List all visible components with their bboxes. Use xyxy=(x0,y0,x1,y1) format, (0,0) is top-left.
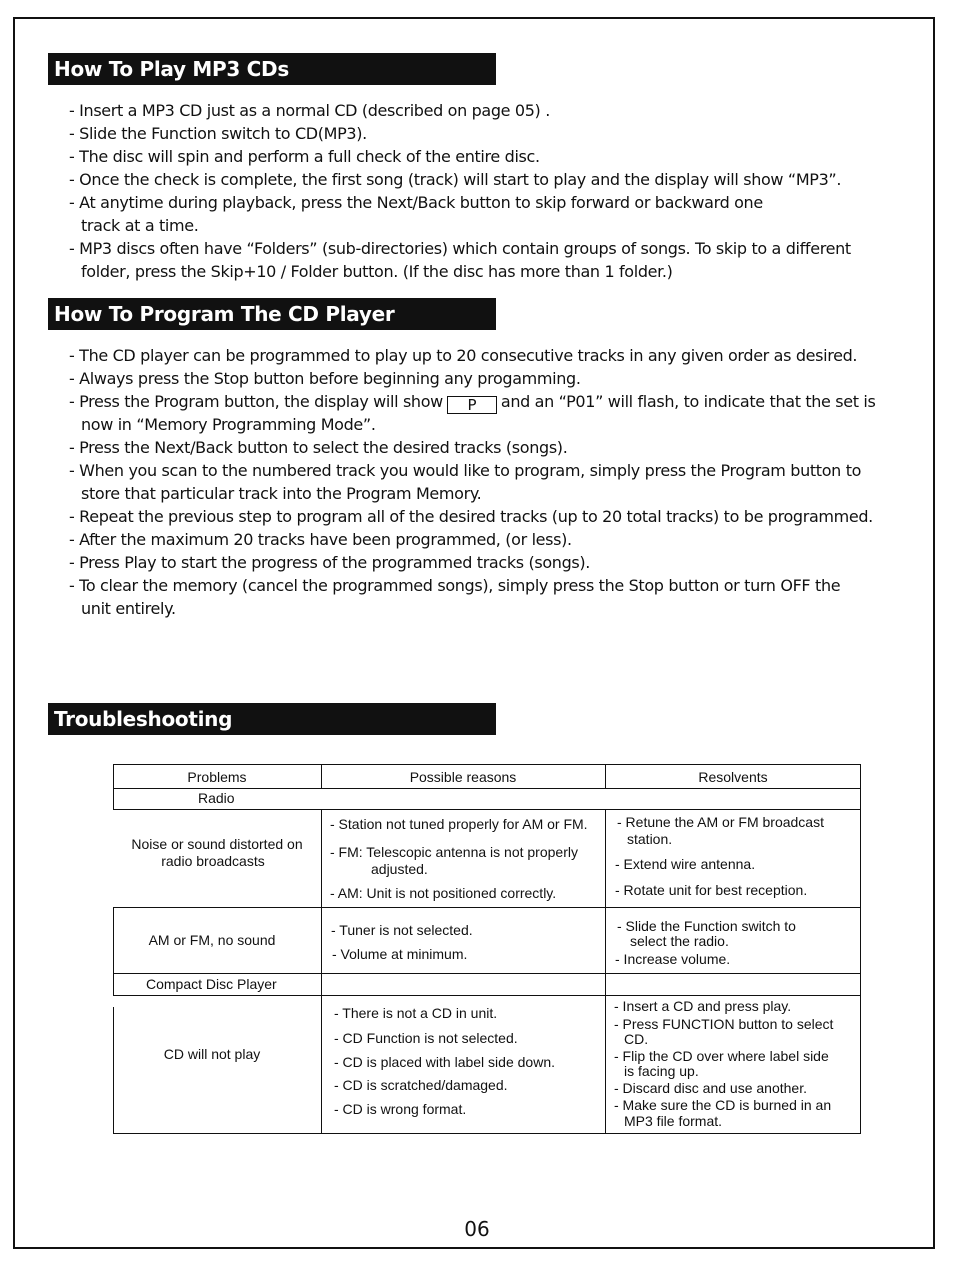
resolvent: is facing up. xyxy=(624,1063,699,1079)
program-line: - Press the Next/Back button to select the desired tracks (songs). xyxy=(69,438,568,457)
mp3-line: - The disc will spin and perform a full check of the entire disc. xyxy=(69,147,540,166)
mp3-line: - MP3 discs often have “Folders” (sub-directories) which contain groups of songs. To skip to a different xyxy=(69,239,851,258)
resolvent: select the radio. xyxy=(630,933,729,949)
page-number: 06 xyxy=(464,1217,490,1241)
header-resolvents: Resolvents xyxy=(698,769,768,785)
mp3-line: - At anytime during playback, press the Next/Back button to skip forward or backward one xyxy=(69,193,763,212)
reason: - CD Function is not selected. xyxy=(334,1030,518,1046)
reason: - FM: Telescopic antenna is not properly xyxy=(330,844,578,860)
resolvent: - Retune the AM or FM broadcast xyxy=(617,814,824,830)
resolvent: - Flip the CD over where label side xyxy=(614,1048,829,1064)
mp3-line: folder, press the Skip+10 / Folder button. (If the disc has more than 1 folder.) xyxy=(81,262,673,281)
cd-category: Compact Disc Player xyxy=(146,976,277,992)
mp3-line: - Once the check is complete, the first song (track) will start to play and the display will show “MP3”. xyxy=(69,170,842,189)
reason: - Tuner is not selected. xyxy=(331,922,473,938)
display-p-icon: P xyxy=(447,396,497,414)
reason: - CD is placed with label side down. xyxy=(334,1054,555,1070)
resolvent: MP3 file format. xyxy=(624,1113,723,1129)
resolvent: - Discard disc and use another. xyxy=(614,1080,807,1096)
program-line-part: and an “P01” will flash, to indicate that the set is xyxy=(500,392,876,411)
resolvent: - Press FUNCTION button to select xyxy=(614,1016,834,1032)
program-line-part: - Press the Program button, the display will show xyxy=(69,392,443,411)
mp3-line: - Insert a MP3 CD just as a normal CD (described on page 05) . xyxy=(69,101,550,120)
resolvent: - Insert a CD and press play. xyxy=(614,998,792,1014)
mp3-line: - Slide the Function switch to CD(MP3). xyxy=(69,124,367,143)
reason: - AM: Unit is not positioned correctly. xyxy=(330,885,557,901)
program-line: - Press Play to start the progress of the programmed tracks (songs). xyxy=(69,553,590,572)
program-line: - The CD player can be programmed to play up to 20 consecutive tracks in any given order as desired. xyxy=(69,346,858,365)
resolvent: station. xyxy=(627,831,673,847)
program-line: - After the maximum 20 tracks have been programmed, (or less). xyxy=(69,530,572,549)
program-line: - Always press the Stop button before beginning any progamming. xyxy=(69,369,581,388)
problem-noise: Noise or sound distorted on xyxy=(131,836,303,852)
reason: adjusted. xyxy=(371,861,428,877)
header-possible-reasons: Possible reasons xyxy=(409,769,517,785)
problem-cd-not-play: CD will not play xyxy=(163,1046,261,1062)
program-line: - To clear the memory (cancel the programmed songs), simply press the Stop button or turn OFF the xyxy=(69,576,841,595)
resolvent: - Slide the Function switch to xyxy=(617,918,796,934)
resolvent: - Increase volume. xyxy=(615,951,731,967)
program-line: - When you scan to the numbered track you would like to program, simply press the Program button to xyxy=(69,461,862,480)
reason: - There is not a CD in unit. xyxy=(334,1005,498,1021)
program-line xyxy=(69,390,876,414)
reason: - Volume at minimum. xyxy=(332,946,468,962)
reason: - CD is wrong format. xyxy=(334,1101,467,1117)
problem-no-sound: AM or FM, no sound xyxy=(148,932,276,948)
troubleshooting-heading: Troubleshooting xyxy=(48,703,496,735)
reason: - Station not tuned properly for AM or FM. xyxy=(330,816,588,832)
program-heading: How To Program The CD Player xyxy=(48,298,496,330)
mp3-line: track at a time. xyxy=(81,216,199,235)
header-problems: Problems xyxy=(187,769,247,785)
program-line: - Repeat the previous step to program all of the desired tracks (up to 20 total tracks) to be programmed. xyxy=(69,507,873,526)
resolvent: CD. xyxy=(624,1031,649,1047)
problem-noise: radio broadcasts xyxy=(161,853,265,869)
program-line: unit entirely. xyxy=(81,599,176,618)
troubleshooting-table xyxy=(113,764,861,1134)
radio-category: Radio xyxy=(198,790,235,806)
resolvent: - Extend wire antenna. xyxy=(615,856,756,872)
program-line: store that particular track into the Program Memory. xyxy=(81,484,482,503)
resolvent: - Make sure the CD is burned in an xyxy=(614,1097,832,1113)
mp3-heading: How To Play MP3 CDs xyxy=(48,53,496,85)
resolvent: - Rotate unit for best reception. xyxy=(615,882,808,898)
reason: - CD is scratched/damaged. xyxy=(334,1077,508,1093)
program-line: now in “Memory Programming Mode”. xyxy=(81,415,376,434)
